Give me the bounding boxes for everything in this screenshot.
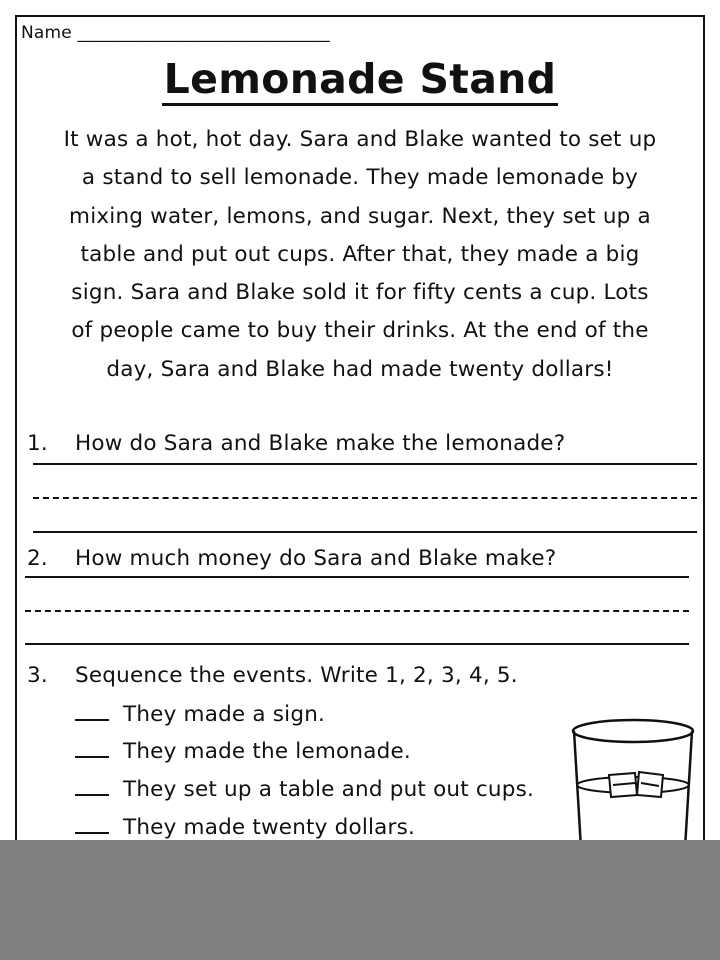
sequence-blank[interactable]	[75, 828, 109, 834]
sequence-blank[interactable]	[75, 715, 109, 721]
page-title	[17, 55, 703, 103]
answer-line-2b[interactable]	[25, 610, 689, 612]
answer-line-2a[interactable]	[25, 576, 689, 578]
story-line: day, Sara and Blake had made twenty dollars!	[106, 356, 614, 382]
question-text: How much money do Sara and Blake make?	[75, 546, 557, 571]
story-line: a stand to sell lemonade. They made lemonade by	[81, 165, 639, 191]
story-passage	[25, 121, 695, 389]
question-1	[27, 431, 565, 456]
name-field[interactable]	[21, 23, 330, 43]
answer-line-1b[interactable]	[33, 497, 697, 499]
sequence-item	[75, 702, 325, 727]
worksheet-page	[15, 15, 705, 895]
sequence-blank[interactable]	[75, 752, 109, 758]
sequence-text: They made a sign.	[123, 702, 326, 727]
question-number: 3.	[27, 663, 48, 688]
question-number: 1.	[27, 431, 48, 456]
question-number: 2.	[27, 546, 48, 571]
story-line: table and put out cups. After that, they made a big	[80, 241, 640, 267]
page-title-text: Lemonade Stand	[162, 55, 559, 106]
story-line: sign. Sara and Blake sold it for fifty cents a cup. Lots	[71, 280, 649, 306]
sequence-blank[interactable]	[75, 790, 109, 796]
sequence-item	[75, 777, 534, 802]
question-3	[27, 663, 518, 688]
name-label: Name	[21, 23, 72, 43]
question-text: How do Sara and Blake make the lemonade?	[75, 431, 566, 456]
story-line: of people came to buy their drinks. At the end of the	[71, 318, 649, 344]
answer-line-1a[interactable]	[33, 463, 697, 465]
bottom-gray-band	[0, 840, 720, 960]
sequence-text: They made twenty dollars.	[123, 815, 416, 840]
story-line: It was a hot, hot day. Sara and Blake wanted to set up	[63, 127, 657, 152]
answer-line-2c[interactable]	[25, 643, 689, 645]
sequence-text: They set up a table and put out cups.	[123, 777, 535, 802]
sequence-text: They made the lemonade.	[123, 739, 411, 764]
sequence-item	[75, 739, 411, 764]
sequence-item	[75, 815, 415, 840]
question-text: Sequence the events. Write 1, 2, 3, 4, 5.	[75, 663, 518, 688]
answer-line-1c[interactable]	[33, 531, 697, 533]
story-line: mixing water, lemons, and sugar. Next, they set up a	[69, 203, 651, 229]
name-blank: _____________________________	[77, 23, 330, 43]
question-2	[27, 546, 556, 571]
